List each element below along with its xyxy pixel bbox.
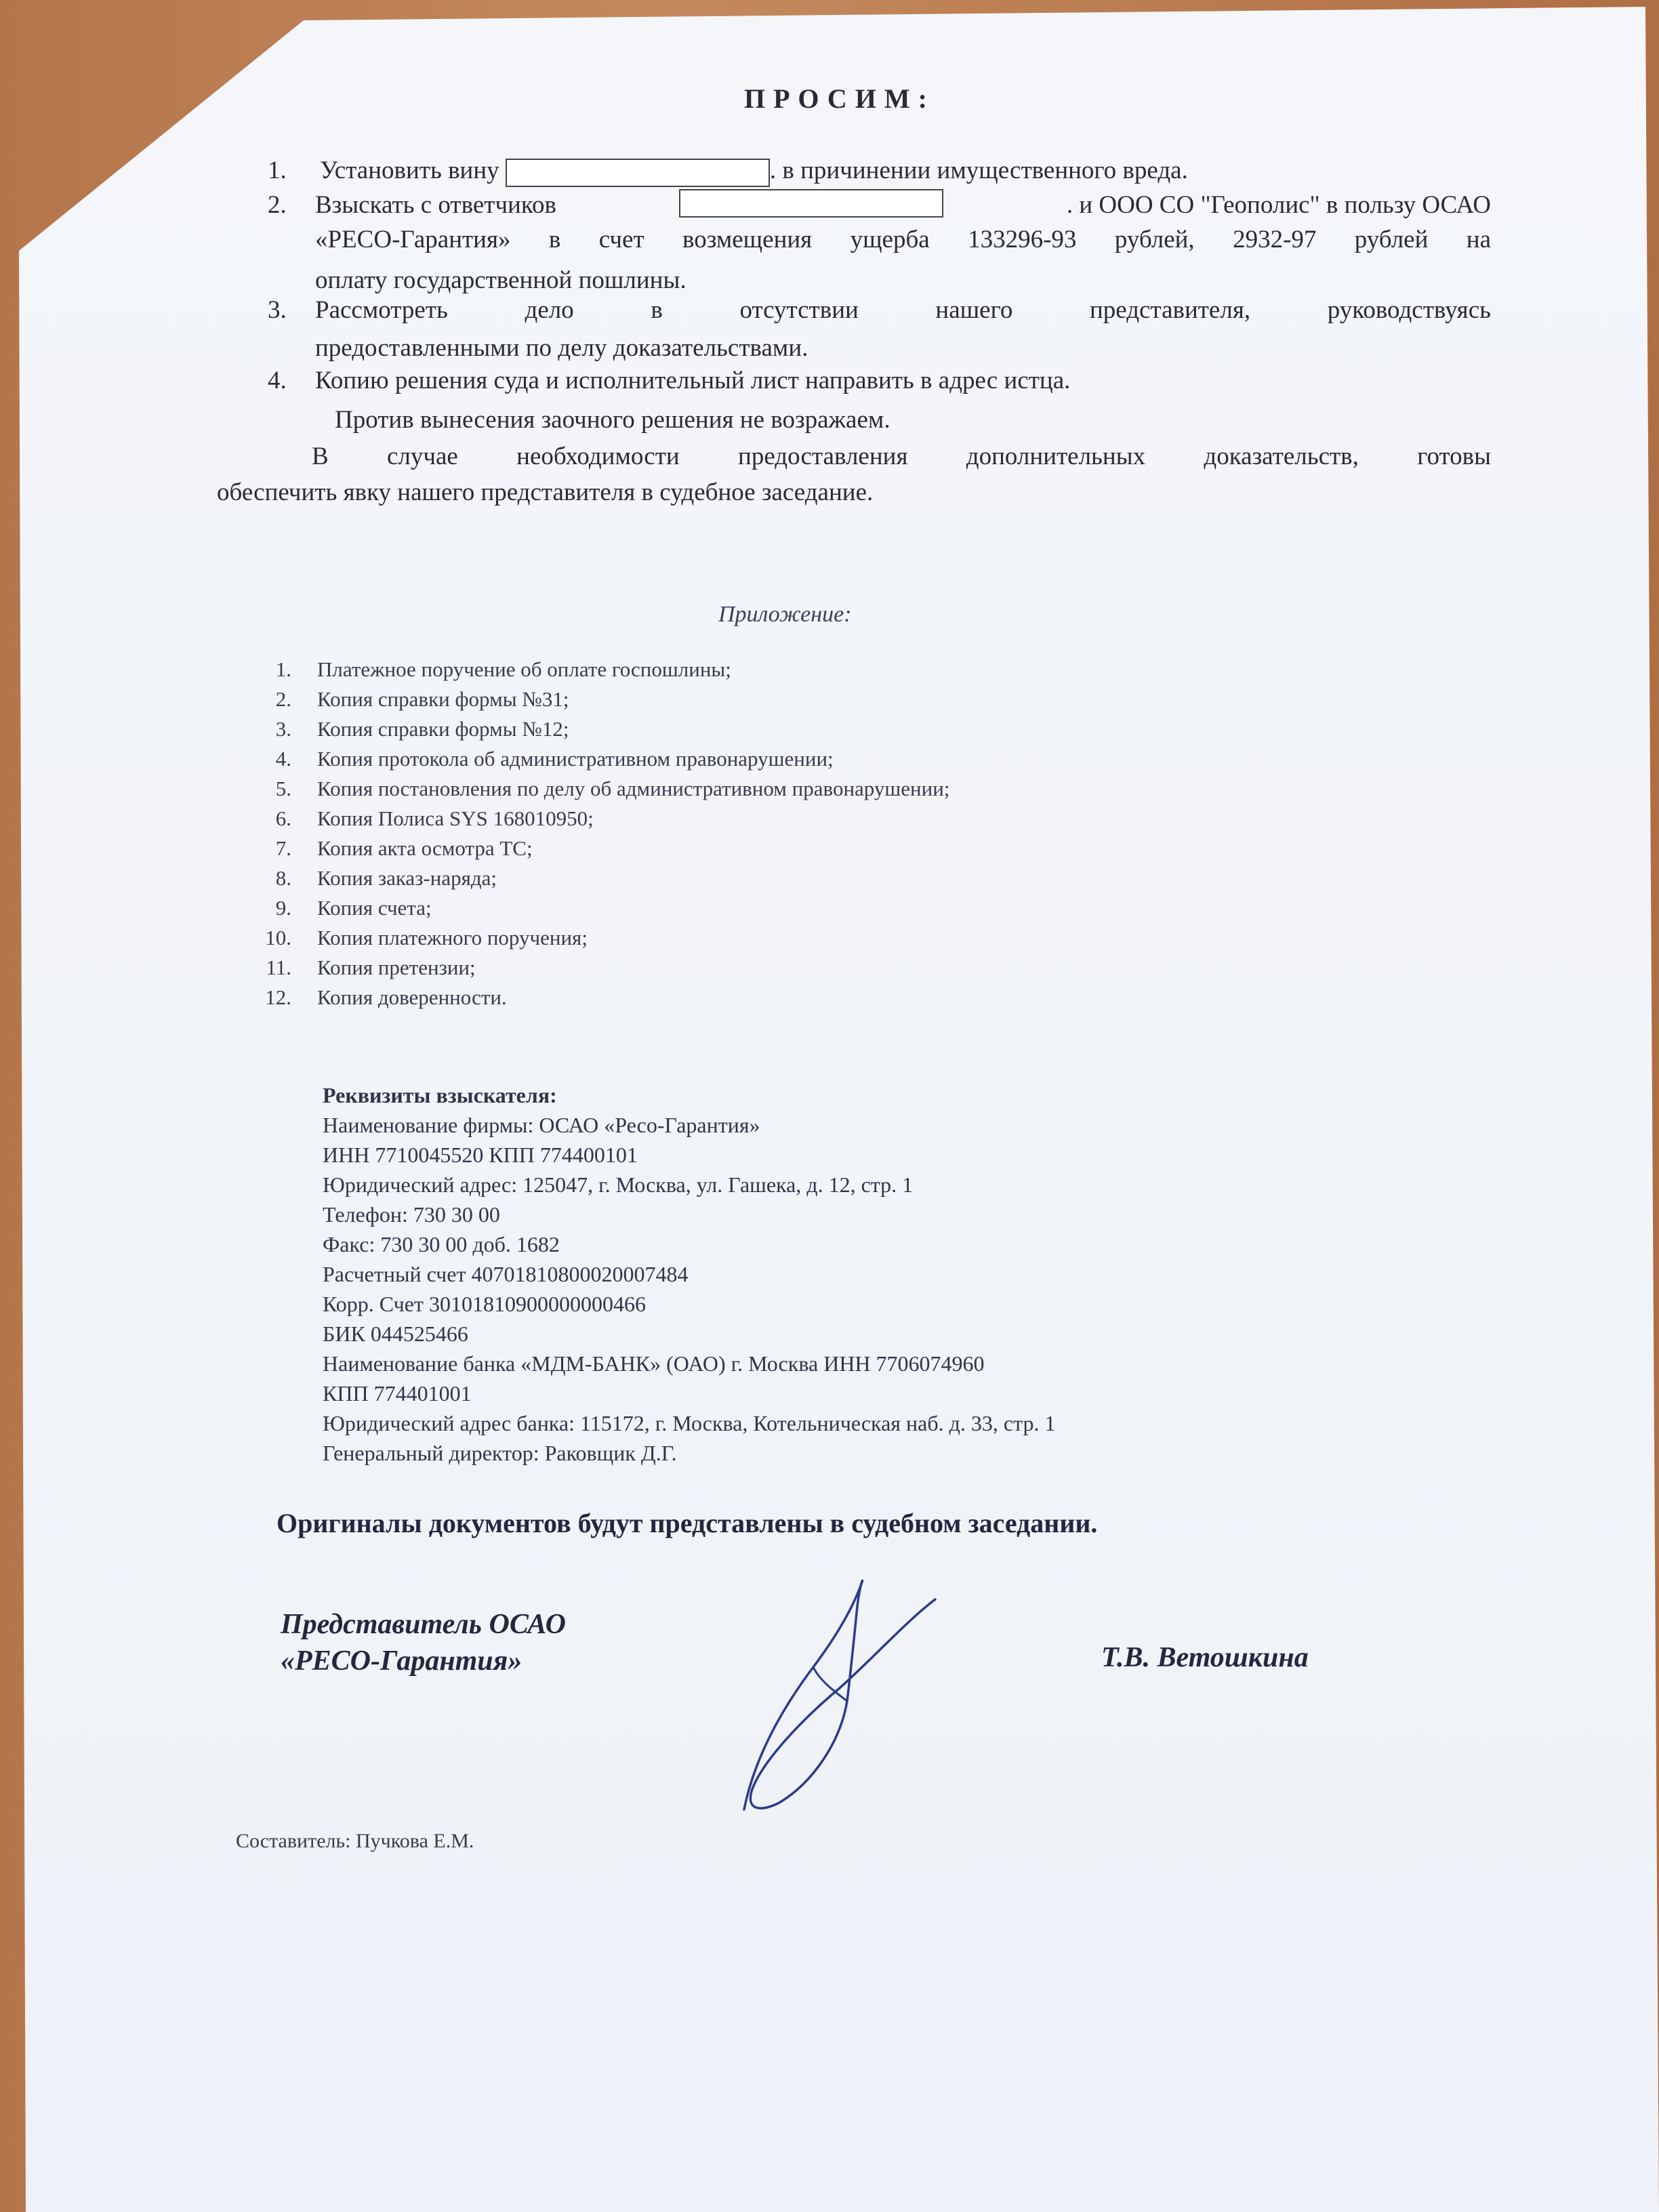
appendix-item: 1. Платежное поручение об оплате госпошлины; [275,657,731,681]
document-page [19,7,1659,2212]
paragraph-no-objection: Против вынесения заочного решения не возражаем. [335,406,890,434]
request-2-number: 2. [268,191,287,219]
request-3-line-2: предоставленными по делу доказательствами. [315,334,808,362]
request-2-text-b: . и ООО СО "Геополис" в пользу ОСАО [1066,191,1491,219]
representative-line-2: «РЕСО-Гарантия» [281,1645,523,1677]
request-1-text-b: . в причинении имущественного вреда. [769,157,1188,184]
originals-note: Оригиналы документов будут представлены в судебном заседании. [276,1508,1098,1538]
requisites-title: Реквизиты взыскателя: [323,1083,557,1107]
request-4-line-1: Копию решения суда и исполнительный лист направить в адрес истца. [315,367,1071,394]
redaction-box [506,159,770,187]
requisite-line: Корр. Счет 30101810900000000466 [323,1292,646,1316]
appendix-item: 10. Копия платежного поручения; [265,926,588,949]
appendix-item: 7. Копия акта осмотра ТС; [275,836,533,860]
request-2-line-1 [315,189,1491,222]
requisite-line: Расчетный счет 40701810800020007484 [323,1262,689,1286]
redaction-box [679,189,943,218]
requisite-line: Юридический адрес: 125047, г. Москва, ул. Гашека, д. 12, стр. 1 [323,1172,914,1197]
request-3-number: 3. [268,296,287,324]
appendix-list [244,655,1261,1012]
request-2-text-a: Взыскать с ответчиков [315,191,556,219]
request-2-line-2: «РЕСО-Гарантия» в счет возмещения ущерба 133296-93 рублей, 2932-97 рублей на [315,226,1491,253]
appendix-item: 3. Копия справки формы №12; [275,717,569,741]
representative-title [281,1606,566,1679]
requisite-line: Факс: 730 30 00 доб. 1682 [323,1232,560,1256]
request-4-number: 4. [268,367,287,394]
requisite-line: Телефон: 730 30 00 [323,1202,500,1227]
appendix-item: 9. Копия счета; [275,896,432,920]
appendix-item: 2. Копия справки формы №31; [275,687,569,711]
requisite-line: Юридический адрес банка: 115172, г. Москва, Котельническая наб. д. 33, стр. 1 [323,1411,1056,1435]
appendix-item: 8. Копия заказ-наряда; [275,866,497,890]
appendix-item: 5. Копия постановления по делу об административном правонарушении; [275,777,950,800]
heading: ПРОСИМ: [744,83,935,114]
representative-line-1: Представитель ОСАО [281,1609,566,1640]
requisite-line: БИК 044525466 [323,1322,468,1346]
appendix-item: 11. Копия претензии; [266,956,476,979]
request-3-line-1: Рассмотреть дело в отсутствии нашего представителя, руководствуясь [315,296,1491,324]
paragraph-evidence-line-1: В случае необходимости предоставления дополнительных доказательств, готовы [312,443,1491,470]
signer-name: Т.В. Ветошкина [1101,1642,1309,1673]
appendix-item: 4. Копия протокола об административном правонарушении; [275,747,834,771]
appendix-item: 12. Копия доверенности. [265,985,507,1009]
compiler-note: Составитель: Пучкова Е.М. [236,1830,474,1852]
requisites-list [323,1110,1055,1468]
handwritten-signature [732,1565,956,1823]
requisite-line: Наименование фирмы: ОСАО «Ресо-Гарантия» [323,1113,760,1137]
requisite-line: КПП 774401001 [323,1381,472,1406]
appendix-title: Приложение: [718,602,852,627]
paragraph-evidence-line-2: обеспечить явку нашего представителя в судебное заседание. [217,478,874,506]
request-1-text-a: Установить вину [320,157,499,184]
request-2-line-3: оплату государственной пошлины. [315,266,687,294]
request-1-number: 1. [268,157,287,184]
requisite-line: Наименование банка «МДМ-БАНК» (ОАО) г. Москва ИНН 7706074960 [323,1351,985,1376]
appendix-item: 6. Копия Полиса SYS 168010950; [275,806,594,830]
requisite-line: ИНН 7710045520 КПП 774400101 [323,1143,638,1167]
request-1 [320,155,1188,187]
requisite-line: Генеральный директор: Раковщик Д.Г. [323,1441,677,1465]
